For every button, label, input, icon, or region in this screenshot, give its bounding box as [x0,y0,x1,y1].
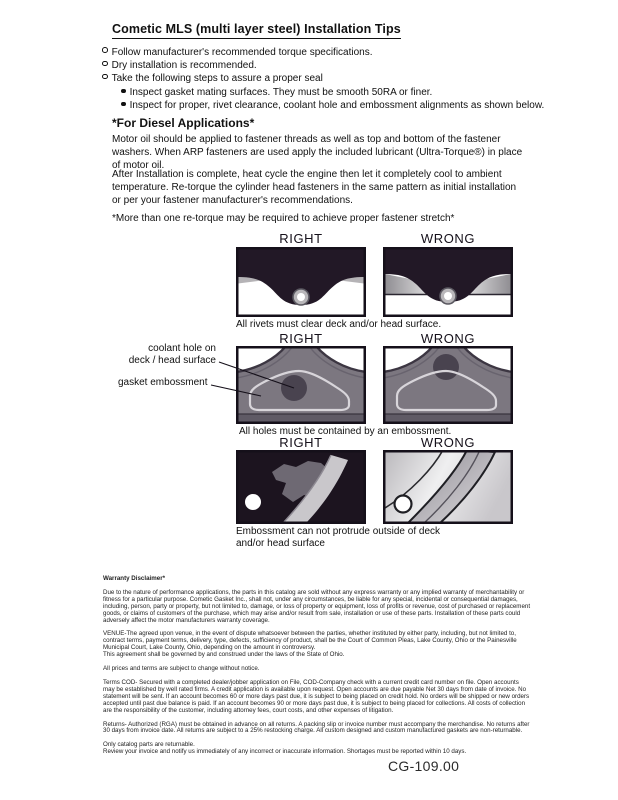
disclaimer-paragraph: Terms COD- Secured with a completed dealer/jobber application on File, COD-Company check with a current credit card number on file. Open accounts may be established by well rated firms. A credit application is available upon request. Open accounts are due payable Net 30 days from date of invoice. No statement will be sent. If an account becomes 60 or more days past due, it is subject to being placed on credit hold. No orders will be shipped or new orders accepted until past due balance is paid. If an account becomes 90 or more days past due, it is subject to being placed for collections. All costs of collection are the responsibility of the customer, including attorney fees, court costs, and other expenses of litigation. [103,678,530,714]
row2-right-label: RIGHT [279,331,323,346]
diesel-applications-heading: *For Diesel Applications* [112,116,255,130]
row3-caption: Embossment can not protrude outside of deck and/or head surface [236,526,441,549]
tip-text: Follow manufacturer's recommended torque specifications. [111,47,373,58]
row2-caption: All holes must be contained by an embossment. [239,426,452,437]
row1-caption: All rivets must clear deck and/or head surface. [236,319,442,330]
row2-wrong-label: WRONG [420,331,476,346]
disclaimer-heading: Warranty Disclaimer* [103,575,166,582]
list-item [102,46,542,59]
retorque-paragraph: After Installation is complete, heat cycle the engine then let it completely cool to ambient temperature. Re-torque the cylinder head fasteners in the same pattern as initial installation or per your fastener manufacturer's recommendations. [112,169,517,206]
filled-bullet-icon [121,89,126,94]
tip-text: Dry installation is recommended. [111,60,257,72]
list-item [102,99,545,112]
page-title: Cometic MLS (multi layer steel) Installation Tips [112,22,401,39]
tip-text: Inspect gasket mating surfaces. They must be smooth 50RA or finer. [129,86,433,98]
disclaimer-paragraph: Returns- Authorized (RGA) must be obtained in advance on all returns. A packing slip or invoice number must accompany the merchandise. No returns after 30 days from invoice date. All returns are subject to a 25% restocking charge. All custom designed and custom manufactured gaskets are non-returnable. [103,720,530,735]
disclaimer-paragraph: All prices and terms are subject to change without notice. [103,665,260,673]
retorque-note: *More than one re-torque may be required to achieve proper fastener stretch* [112,213,455,224]
row1-right-label: RIGHT [279,231,323,246]
figure-embossment-wrong-diagram [383,346,513,424]
page-code: CG-109.00 [388,758,460,774]
list-item [102,86,542,99]
disclaimer-paragraph: VENUE-The agreed upon venue, in the event of dispute whatsoever between the parties, whether instituted by either party, including, but not limited to, contract terms, payment terms, delivery, type, defects, sufficiency of product, shall be the Court of Common Pleas, Lake County, Ohio or the Painesville Municipal Court, Lake County, Ohio, depending on the amount in controversy. This agreement shall be governed by and construed under the laws of the State of Ohio. [103,630,517,659]
row1-wrong-label: WRONG [420,231,476,246]
open-bullet-icon [102,61,108,67]
figure-embossment-right-diagram [236,346,366,424]
open-bullet-icon [102,47,108,53]
diesel-paragraph: Motor oil should be applied to fastener threads as well as top and bottom of the fastener washers. When ARP fasteners are used apply the included lubricant (Ultra-Torque®) in place of motor oil. [112,134,523,171]
tips-list [102,46,545,112]
open-bullet-icon [102,74,108,80]
disclaimer-paragraph: Only catalog parts are returnable. Review your invoice and notify us immediately of any incorrect or inaccurate information. Shortages must be reported within 10 days. [103,741,467,756]
tip-text: Take the following steps to assure a proper seal [111,73,323,85]
gasket-embossment-annotation: gasket embossment [118,377,208,388]
warranty-disclaimer-section [103,576,531,763]
disclaimer-paragraph: Due to the nature of performance applications, the parts in this catalog are sold without any express warranty or any implied warranty of merchantability or fitness for a particular purpose. Cometic Gasket Inc., shall not, under any circumstances, be liable for any special, incidental or consequential damages, including, person, party or property, but not limited to, damage, or loss of property or equipment, loss of profits or revenue, cost of purchased or replacement goods, or claims of customers of the purchase, which may arise and/or result from sale, installation or use of these parts. Installation of these parts could adversely affect the motor manufacturers warranty coverage. [103,588,531,624]
figure-rivet-wrong-diagram [383,247,513,317]
list-item [102,72,542,85]
tip-text: Inspect for proper, rivet clearance, coolant hole and embossment alignments as shown below. [129,99,545,111]
figure-deck-edge-right-diagram [236,450,366,524]
row3-right-label: RIGHT [279,435,323,450]
figure-rivet-right-diagram [236,247,366,317]
filled-bullet-icon [121,102,126,107]
row3-wrong-label: WRONG [420,435,476,450]
figure-deck-edge-wrong-diagram [383,450,513,524]
coolant-hole-annotation: coolant hole on deck / head surface [128,343,216,366]
list-item [102,59,542,72]
